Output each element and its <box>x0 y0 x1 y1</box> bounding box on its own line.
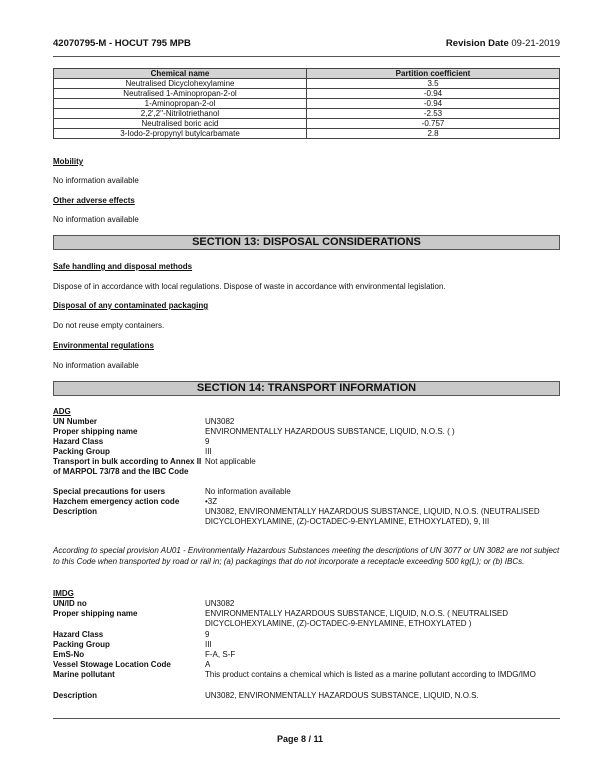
field-value: UN3082 <box>205 599 235 608</box>
section-14-heading: SECTION 14: TRANSPORT INFORMATION <box>53 381 560 396</box>
environmental-regulations-heading: Environmental regulations <box>53 341 154 350</box>
field-value: This product contains a chemical which is listed as a marine pollutant according to IMDG/IMO <box>205 670 536 679</box>
page-number: Page 8 / 11 <box>276 734 324 744</box>
chemical-name-cell: 2,2',2''-Nitrilotriethanol <box>54 109 307 119</box>
field-label: EmS-No <box>53 650 85 659</box>
chemical-name-cell: 3-Iodo-2-propynyl butylcarbamate <box>54 129 307 139</box>
header-divider <box>53 56 560 57</box>
table-row <box>54 89 560 99</box>
coefficient-cell: -0.757 <box>307 119 560 129</box>
section-13-heading: SECTION 13: DISPOSAL CONSIDERATIONS <box>53 235 560 250</box>
chemical-name-cell: Neutralised 1-Aminopropan-2-ol <box>54 89 307 99</box>
coefficient-cell: 3.5 <box>307 79 560 89</box>
chemical-name-cell: 1-Aminopropan-2-ol <box>54 99 307 109</box>
table-row <box>54 79 560 89</box>
column-header-partition-coefficient: Partition coefficient <box>307 69 560 79</box>
revision-date-label: Revision Date <box>445 38 509 49</box>
table-row <box>54 99 560 109</box>
safe-handling-heading: Safe handling and disposal methods <box>53 262 193 271</box>
field-value: ENVIRONMENTALLY HAZARDOUS SUBSTANCE, LIQUID, N.O.S. ( NEUTRALISED DICYCLOHEXYLAMINE, (Z)-OCTADEC-9-ENYLAMINE, ETHOXYLATED ) <box>205 609 509 628</box>
table-row <box>54 129 560 139</box>
field-label: Marine pollutant <box>53 670 115 679</box>
field-label: Vessel Stowage Location Code <box>53 660 171 669</box>
contaminated-packaging-text: Do not reuse empty containers. <box>53 321 165 330</box>
field-label: Hazard Class <box>53 437 104 446</box>
field-label: Special precautions for users <box>53 487 166 496</box>
environmental-regulations-text: No information available <box>53 361 139 370</box>
table-row <box>54 119 560 129</box>
other-adverse-effects-text: No information available <box>53 215 139 224</box>
field-value: 9 <box>205 630 210 639</box>
chemical-name-cell: Neutralised boric acid <box>54 119 307 129</box>
mobility-text: No information available <box>53 176 139 185</box>
field-label: UN/ID no <box>53 599 87 608</box>
au01-provision-note: According to special provision AU01 - Environmentally Hazardous Substances meeting the descriptions of UN 3077 or UN 3082 are not subject to this Code when transported by road or rail in; (a) packagings that do not incorporate a receptacle exceeding 500 kg(L); or (b) IBCs. <box>53 546 560 566</box>
field-label: Hazard Class <box>53 630 104 639</box>
field-label: Description <box>53 691 98 700</box>
field-value: •3Z <box>205 497 218 506</box>
adg-heading: ADG <box>53 407 71 416</box>
field-value: UN3082, ENVIRONMENTALLY HAZARDOUS SUBSTANCE, LIQUID, N.O.S. <box>205 691 479 700</box>
coefficient-cell: -0.94 <box>307 89 560 99</box>
coefficient-cell: 2.8 <box>307 129 560 139</box>
imdg-heading: IMDG <box>53 589 74 598</box>
field-value: III <box>205 447 212 456</box>
field-value: III <box>205 640 212 649</box>
field-label: Description <box>53 507 98 516</box>
field-label: UN Number <box>53 417 98 426</box>
field-value: F-A, S-F <box>205 650 236 659</box>
safe-handling-text: Dispose of in accordance with local regulations. Dispose of waste in accordance with environmental legislation. <box>53 282 446 291</box>
chemical-name-cell: Neutralised Dicyclohexylamine <box>54 79 307 89</box>
field-value: UN3082 <box>205 417 235 426</box>
document-product-title: 42070795-M - HOCUT 795 MPB <box>53 38 191 49</box>
coefficient-cell: -0.94 <box>307 99 560 109</box>
footer-divider <box>53 718 560 719</box>
contaminated-packaging-heading: Disposal of any contaminated packaging <box>53 301 209 310</box>
field-value: Not applicable <box>205 457 256 466</box>
mobility-heading: Mobility <box>53 157 84 166</box>
field-value: UN3082, ENVIRONMENTALLY HAZARDOUS SUBSTANCE, LIQUID, N.O.S. (NEUTRALISED DICYCLOHEXYLAMINE, (Z)-OCTADEC-9-ENYLAMINE, ETHOXYLATED), 9, III <box>205 507 540 526</box>
field-label: Packing Group <box>53 447 110 456</box>
table-row <box>54 109 560 119</box>
field-label: Proper shipping name <box>53 427 138 436</box>
partition-coefficient-table <box>53 68 560 139</box>
field-value: No information available <box>205 487 291 496</box>
field-value: 9 <box>205 437 210 446</box>
column-header-chemical-name: Chemical name <box>54 69 307 79</box>
field-value: A <box>205 660 211 669</box>
other-adverse-effects-heading: Other adverse effects <box>53 196 135 205</box>
revision-date-value: 09-21-2019 <box>511 38 560 49</box>
field-value: ENVIRONMENTALLY HAZARDOUS SUBSTANCE, LIQUID, N.O.S. ( ) <box>205 427 455 436</box>
field-label: Proper shipping name <box>53 609 138 618</box>
field-label: Packing Group <box>53 640 110 649</box>
revision-date <box>446 38 560 49</box>
field-label: Hazchem emergency action code <box>53 497 180 506</box>
field-label: Transport in bulk according to Annex II of MARPOL 73/78 and the IBC Code <box>53 457 202 476</box>
coefficient-cell: -2.53 <box>307 109 560 119</box>
